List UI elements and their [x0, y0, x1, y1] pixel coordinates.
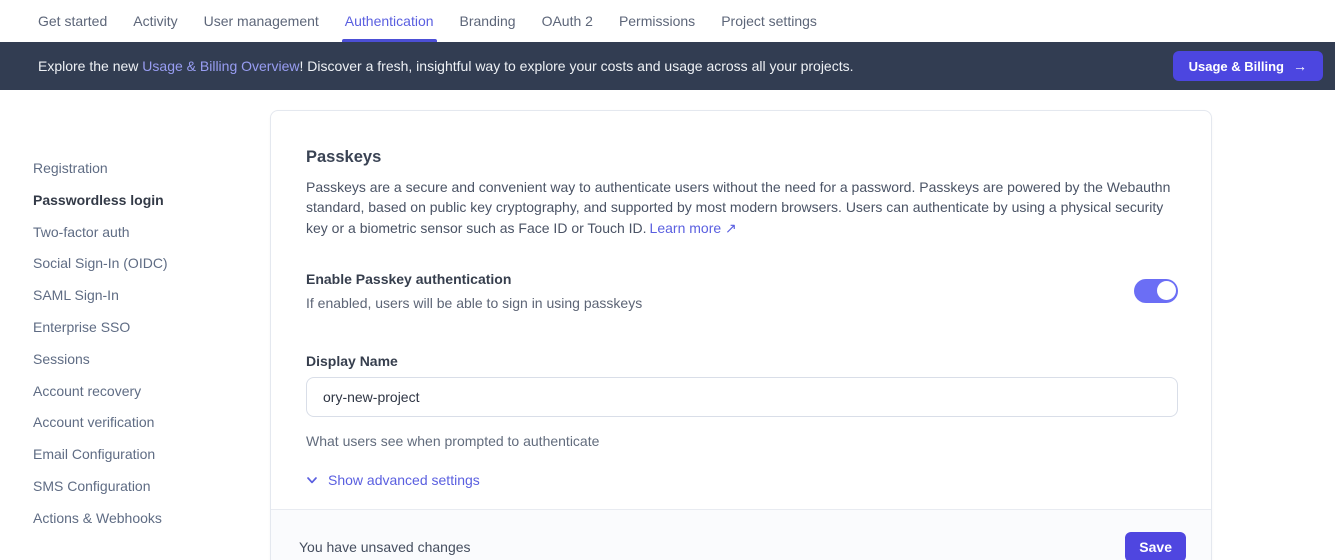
tab-user-management[interactable]: User management: [203, 13, 319, 29]
sidebar-item-social-sign-in-oidc[interactable]: Social Sign-In (OIDC): [33, 255, 168, 272]
sidebar-item-sms-configuration[interactable]: SMS Configuration: [33, 477, 151, 494]
top-navigation: [0, 0, 1335, 42]
sidebar-item-sessions[interactable]: Sessions: [33, 350, 90, 367]
unsaved-changes-bar: [271, 509, 1211, 560]
save-button[interactable]: Save: [1125, 532, 1186, 560]
show-advanced-settings[interactable]: [306, 472, 480, 488]
enable-passkey-label: Enable Passkey authentication: [306, 270, 512, 287]
external-link-icon: ↗: [725, 219, 737, 236]
enable-passkey-row: [306, 269, 1178, 313]
page-title: Passkeys: [306, 148, 382, 166]
enable-passkey-text: [306, 269, 642, 313]
sidebar-item-two-factor-auth[interactable]: Two-factor auth: [33, 223, 130, 240]
tab-branding[interactable]: Branding: [459, 13, 516, 29]
tab-activity[interactable]: Activity: [133, 13, 178, 29]
sidebar-item-registration[interactable]: Registration: [33, 160, 108, 176]
unsaved-changes-text: You have unsaved changes: [299, 539, 471, 555]
sidebar-item-enterprise-sso[interactable]: Enterprise SSO: [33, 318, 131, 335]
passkeys-settings-card: [270, 110, 1212, 560]
banner-text: Explore the new Usage & Billing Overview! Discover a fresh, insightful way to explore your costs and usage across all your projects.: [38, 58, 854, 74]
arrow-right-icon: →: [1293, 58, 1307, 74]
settings-sidebar: [0, 90, 270, 560]
sidebar-item-account-recovery[interactable]: Account recovery: [33, 382, 142, 399]
passkeys-description: Passkeys are a secure and convenient way to authenticate users without the need for a password. Passkeys are powered by the Webauthn standard, based on public key cryptography, and supported by most modern browsers. Users can authenticate by using a physical security key or a biometric sensor such as Face ID or Touch ID. Learn more ↗: [306, 179, 1171, 236]
learn-more-link[interactable]: Learn more ↗: [649, 219, 737, 236]
usage-billing-overview-link[interactable]: Usage & Billing Overview: [142, 58, 300, 74]
usage-billing-button[interactable]: Usage & Billing →: [1173, 51, 1323, 81]
show-advanced-settings-label: Show advanced settings: [328, 471, 480, 488]
usage-billing-banner: [0, 42, 1335, 90]
display-name-help: What users see when prompted to authenticate: [306, 432, 600, 449]
passkeys-settings-content: [271, 111, 1211, 509]
toggle-knob: [1157, 281, 1176, 300]
tab-oauth2[interactable]: OAuth 2: [541, 13, 593, 29]
sidebar-item-account-verification[interactable]: Account verification: [33, 414, 155, 431]
enable-passkey-toggle[interactable]: [1134, 279, 1178, 303]
sidebar-item-actions-webhooks[interactable]: Actions & Webhooks: [33, 509, 162, 526]
sidebar-item-passwordless-login[interactable]: Passwordless login: [33, 191, 164, 208]
tab-project-settings[interactable]: Project settings: [721, 13, 817, 29]
sidebar-item-saml-sign-in[interactable]: SAML Sign-In: [33, 287, 119, 304]
enable-passkey-help: If enabled, users will be able to sign in using passkeys: [306, 294, 643, 311]
chevron-down-icon: [306, 474, 318, 486]
tab-authentication[interactable]: Authentication: [345, 0, 434, 42]
display-name-input[interactable]: [306, 377, 1178, 417]
tab-get-started[interactable]: Get started: [38, 13, 108, 29]
sidebar-item-email-configuration[interactable]: Email Configuration: [33, 446, 156, 463]
tab-permissions[interactable]: Permissions: [618, 13, 696, 29]
display-name-label: Display Name: [306, 352, 398, 369]
